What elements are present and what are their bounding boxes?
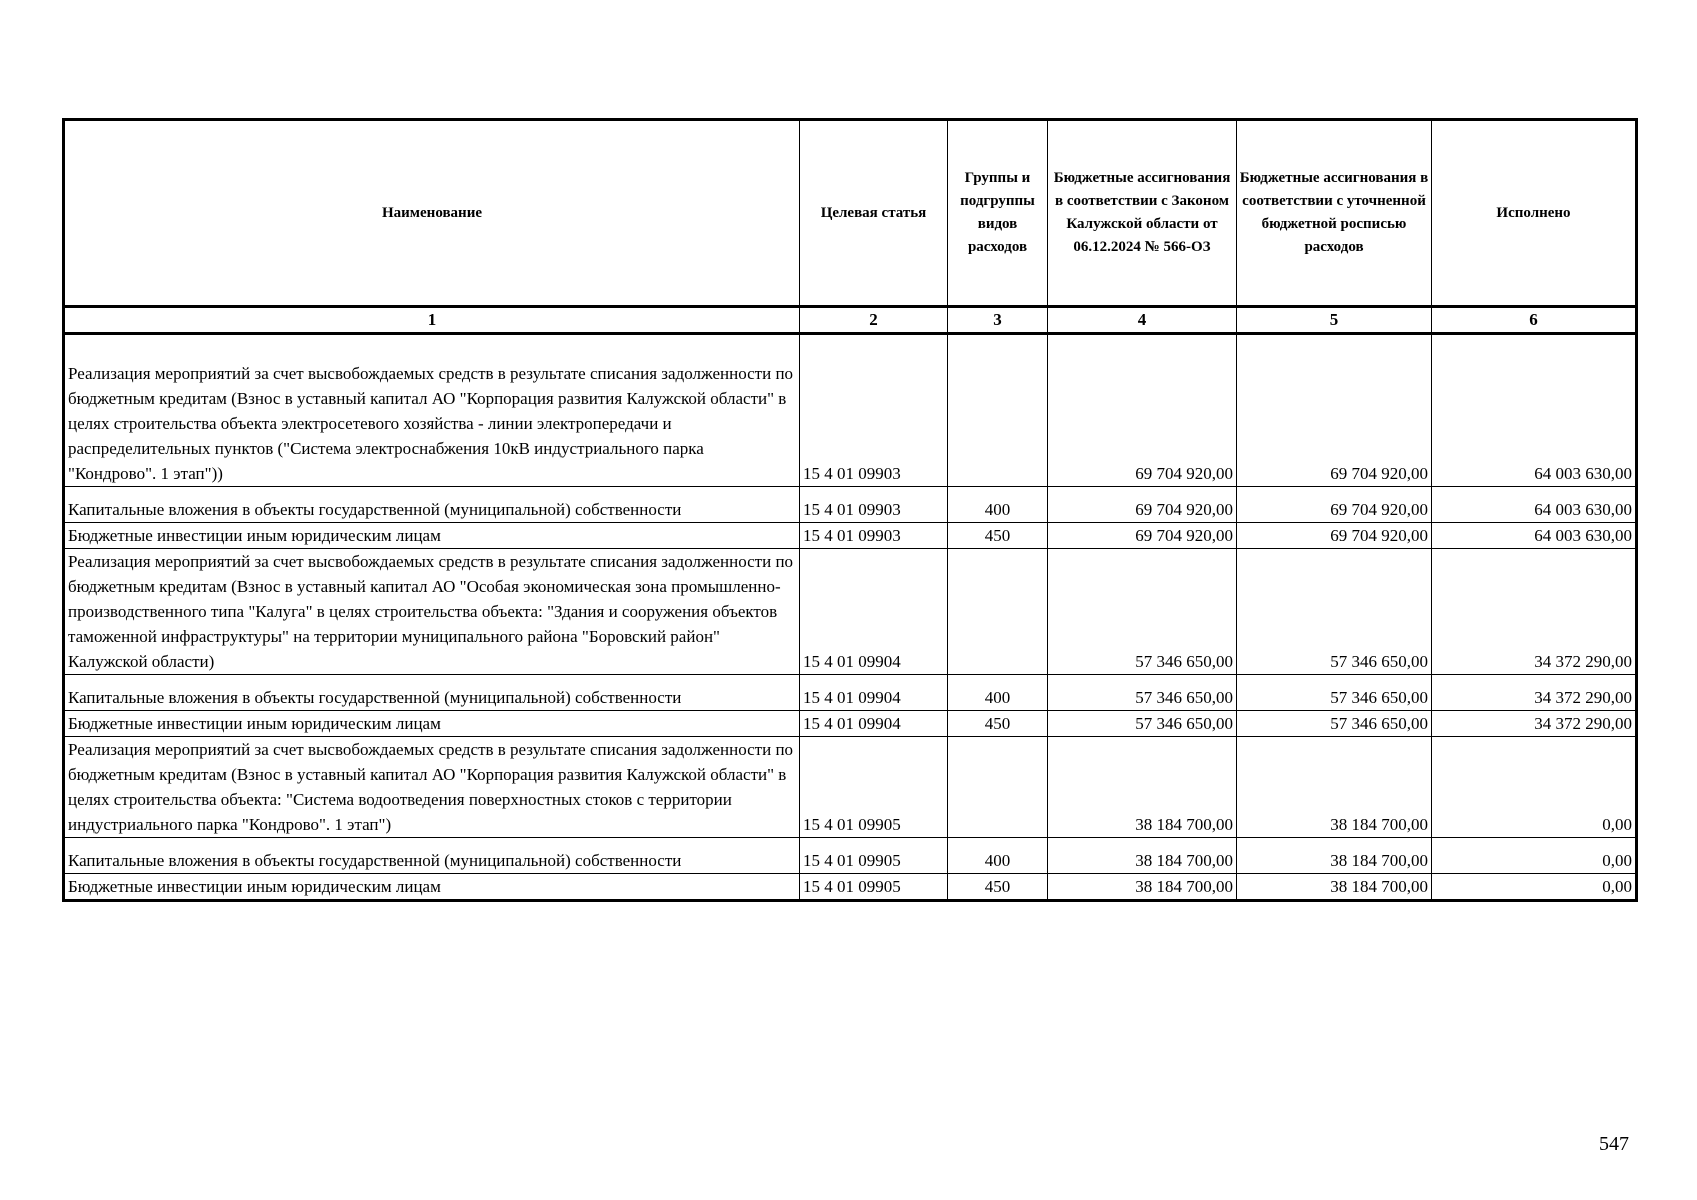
row-refined-amount: 69 704 920,00 xyxy=(1237,523,1432,549)
header-target-article: Целевая статья xyxy=(800,120,948,307)
row-executed-amount: 34 372 290,00 xyxy=(1432,711,1637,737)
header-refined-allocations: Бюджетные ассигнования в соответствии с уточненной бюджетной росписью расходов xyxy=(1237,120,1432,307)
column-number: 5 xyxy=(1237,307,1432,334)
row-group: 450 xyxy=(948,711,1048,737)
row-group: 450 xyxy=(948,523,1048,549)
table-row xyxy=(64,549,1637,675)
header-law-allocations: Бюджетные ассигнования в соответствии с Законом Калужской области от 06.12.2024 № 566-ОЗ xyxy=(1048,120,1237,307)
budget-table xyxy=(62,118,1638,902)
row-name: Бюджетные инвестиции иным юридическим лицам xyxy=(64,523,800,549)
row-group: 400 xyxy=(948,838,1048,874)
column-number-row xyxy=(64,307,1637,334)
row-refined-amount: 38 184 700,00 xyxy=(1237,874,1432,901)
row-name: Бюджетные инвестиции иным юридическим лицам xyxy=(64,711,800,737)
table-row xyxy=(64,487,1637,523)
row-refined-amount: 57 346 650,00 xyxy=(1237,549,1432,675)
row-group: 400 xyxy=(948,487,1048,523)
column-number: 1 xyxy=(64,307,800,334)
table-row xyxy=(64,838,1637,874)
table-row xyxy=(64,523,1637,549)
row-group xyxy=(948,549,1048,675)
header-row xyxy=(64,120,1637,307)
column-number: 3 xyxy=(948,307,1048,334)
header-expense-groups: Группы и подгруппы видов расходов xyxy=(948,120,1048,307)
row-law-amount: 38 184 700,00 xyxy=(1048,874,1237,901)
row-law-amount: 69 704 920,00 xyxy=(1048,334,1237,487)
row-group xyxy=(948,334,1048,487)
row-target-code: 15 4 01 09905 xyxy=(800,838,948,874)
row-law-amount: 57 346 650,00 xyxy=(1048,675,1237,711)
row-name: Капитальные вложения в объекты государственной (муниципальной) собственности xyxy=(64,838,800,874)
table-row xyxy=(64,874,1637,901)
row-refined-amount: 38 184 700,00 xyxy=(1237,737,1432,838)
row-executed-amount: 0,00 xyxy=(1432,737,1637,838)
row-name: Реализация мероприятий за счет высвобождаемых средств в результате списания задолженности по бюджетным кредитам (Взнос в уставный капитал АО "Особая экономическая зона промышленно-производственного типа "Калуга" в целях строительства объекта: "Здания и сооружения объектов таможенной инфраструктуры" на территории муниципального района "Боровский район" Калужской области) xyxy=(64,549,800,675)
row-group xyxy=(948,737,1048,838)
row-target-code: 15 4 01 09904 xyxy=(800,675,948,711)
table-row xyxy=(64,334,1637,487)
row-executed-amount: 64 003 630,00 xyxy=(1432,523,1637,549)
row-refined-amount: 69 704 920,00 xyxy=(1237,487,1432,523)
header-name: Наименование xyxy=(64,120,800,307)
row-refined-amount: 69 704 920,00 xyxy=(1237,334,1432,487)
row-group: 450 xyxy=(948,874,1048,901)
column-number: 4 xyxy=(1048,307,1237,334)
row-name: Капитальные вложения в объекты государственной (муниципальной) собственности xyxy=(64,675,800,711)
row-name: Реализация мероприятий за счет высвобождаемых средств в результате списания задолженности по бюджетным кредитам (Взнос в уставный капитал АО "Корпорация развития Калужской области" в целях строительства объекта: "Система водоотведения поверхностных стоков с территории индустриального парка "Кондрово". 1 этап") xyxy=(64,737,800,838)
table-row xyxy=(64,675,1637,711)
row-target-code: 15 4 01 09905 xyxy=(800,737,948,838)
row-target-code: 15 4 01 09905 xyxy=(800,874,948,901)
row-executed-amount: 0,00 xyxy=(1432,838,1637,874)
row-group: 400 xyxy=(948,675,1048,711)
row-executed-amount: 34 372 290,00 xyxy=(1432,675,1637,711)
row-executed-amount: 64 003 630,00 xyxy=(1432,334,1637,487)
row-law-amount: 57 346 650,00 xyxy=(1048,549,1237,675)
table-row xyxy=(64,711,1637,737)
row-law-amount: 69 704 920,00 xyxy=(1048,487,1237,523)
column-number: 2 xyxy=(800,307,948,334)
row-target-code: 15 4 01 09903 xyxy=(800,523,948,549)
row-executed-amount: 34 372 290,00 xyxy=(1432,549,1637,675)
row-executed-amount: 0,00 xyxy=(1432,874,1637,901)
row-name: Реализация мероприятий за счет высвобождаемых средств в результате списания задолженности по бюджетным кредитам (Взнос в уставный капитал АО "Корпорация развития Калужской области" в целях строительства объекта электросетевого хозяйства - линии электропередачи и распределительных пунктов ("Система электроснабжения 10кВ индустриального парка "Кондрово". 1 этап")) xyxy=(64,334,800,487)
row-refined-amount: 57 346 650,00 xyxy=(1237,675,1432,711)
row-executed-amount: 64 003 630,00 xyxy=(1432,487,1637,523)
row-law-amount: 69 704 920,00 xyxy=(1048,523,1237,549)
row-target-code: 15 4 01 09904 xyxy=(800,549,948,675)
row-name: Бюджетные инвестиции иным юридическим лицам xyxy=(64,874,800,901)
page-number: 547 xyxy=(1599,1133,1629,1155)
row-target-code: 15 4 01 09903 xyxy=(800,334,948,487)
row-refined-amount: 57 346 650,00 xyxy=(1237,711,1432,737)
table-row xyxy=(64,737,1637,838)
row-refined-amount: 38 184 700,00 xyxy=(1237,838,1432,874)
row-law-amount: 38 184 700,00 xyxy=(1048,737,1237,838)
column-number: 6 xyxy=(1432,307,1637,334)
header-executed: Исполнено xyxy=(1432,120,1637,307)
row-target-code: 15 4 01 09903 xyxy=(800,487,948,523)
row-law-amount: 38 184 700,00 xyxy=(1048,838,1237,874)
row-law-amount: 57 346 650,00 xyxy=(1048,711,1237,737)
row-target-code: 15 4 01 09904 xyxy=(800,711,948,737)
row-name: Капитальные вложения в объекты государственной (муниципальной) собственности xyxy=(64,487,800,523)
